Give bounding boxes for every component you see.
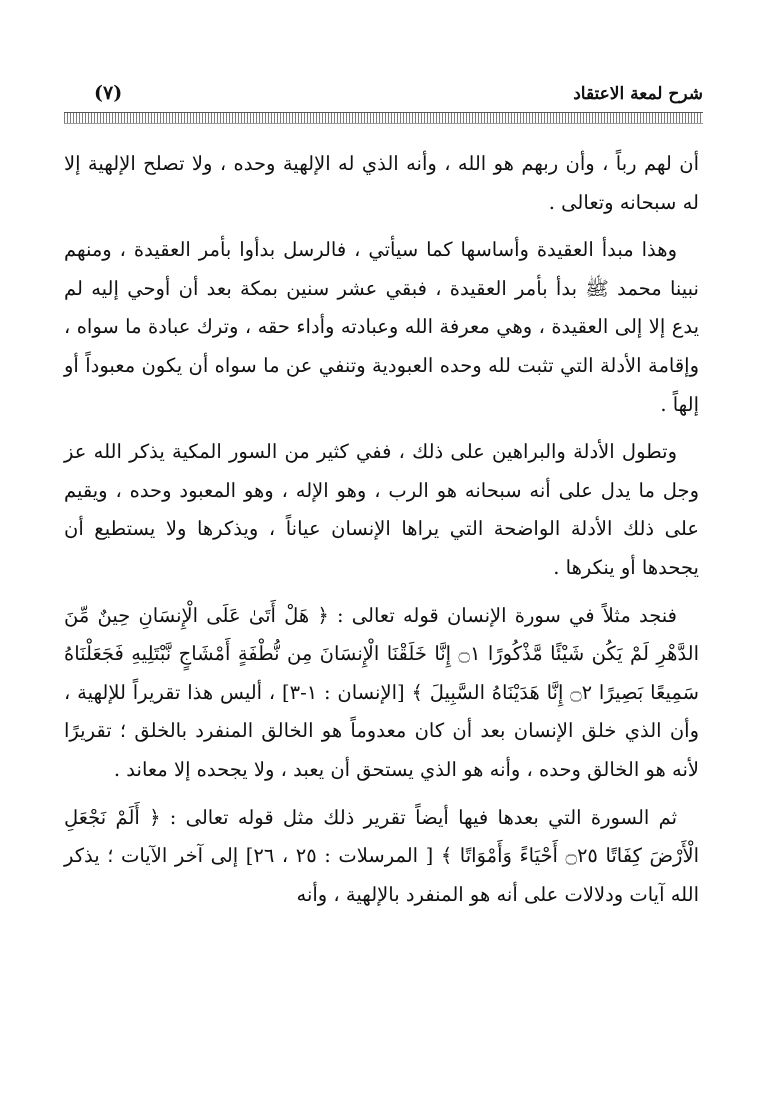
page-body [64, 145, 699, 923]
paragraph: وهذا مبدأ العقيدة وأساسها كما سيأتي ، فالرسل بدأوا بأمر العقيدة ، ومنهم نبينا محمد ﷺ بدأ بأمر العقيدة ، فبقي عشر سنين بمكة بعد أن أوحي إليه لم يدع إلا إلى العقيدة ، وهي معرفة الله وعبادته وأداء حقه ، وترك عبادة ما سواه ، وإقامة الأدلة التي تثبت لله وحده العبودية وتنفي عن ما سواه أن يكون معبوداً أو إلهاً . [64, 238, 699, 416]
paragraph: ثم السورة التي بعدها فيها أيضاً تقرير ذلك مثل قوله تعالى : ﴿ أَلَمْ نَجْعَلِ الْأَرْضَ كِفَاتًا ۝٢٥ أَحْيَاءً وَأَمْوَاتًا ﴾ [ المرسلات : ٢٥ ، ٢٦] إلى آخر الآيات ؛ يذكر الله آيات ودلالات على أنه هو المنفرد بالإلهية ، وأنه [64, 805, 699, 906]
page-header [64, 78, 703, 112]
paragraph: فنجد مثلاً في سورة الإنسان قوله تعالى : ﴿ هَلْ أَتَىٰ عَلَى الْإِنسَانِ حِينٌ مِّنَ الدَّهْرِ لَمْ يَكُن شَيْئًا مَّذْكُورًا ۝١ إِنَّا خَلَقْنَا الْإِنسَانَ مِن نُّطْفَةٍ أَمْشَاجٍ نَّبْتَلِيهِ فَجَعَلْنَاهُ سَمِيعًا بَصِيرًا ۝٢ إِنَّا هَدَيْنَاهُ السَّبِيلَ ﴾ [الإنسان : ١-٣] ، أليس هذا تقريراً للإلهية ، وأن الذي خلق الإنسان بعد أن كان معدوماً هو الخالق المنفرد بالخلق ؛ تقريرًا لأنه هو الخالق وحده ، وأنه هو الذي يستحق أن يعبد ، ولا يجحده إلا معاند . [64, 603, 699, 781]
paragraph: أن لهم رباً ، وأن ربهم هو الله ، وأنه الذي له الإلهية وحده ، ولا تصلح الإلهية إلا له سبحانه وتعالى . [64, 152, 699, 214]
header-divider [64, 112, 703, 124]
page-number: (٧) [94, 82, 123, 104]
running-title: شرح لمعة الاعتقاد [573, 84, 703, 104]
paragraph: وتطول الأدلة والبراهين على ذلك ، ففي كثير من السور المكية يذكر الله عز وجل ما يدل على أنه سبحانه هو الرب ، وهو الإله ، وهو المعبود وحده ، ويقيم على ذلك الأدلة الواضحة التي يراها الإنسان عياناً ، ويذكرها ولا يستطيع أن يجحدها أو ينكرها . [64, 440, 699, 579]
